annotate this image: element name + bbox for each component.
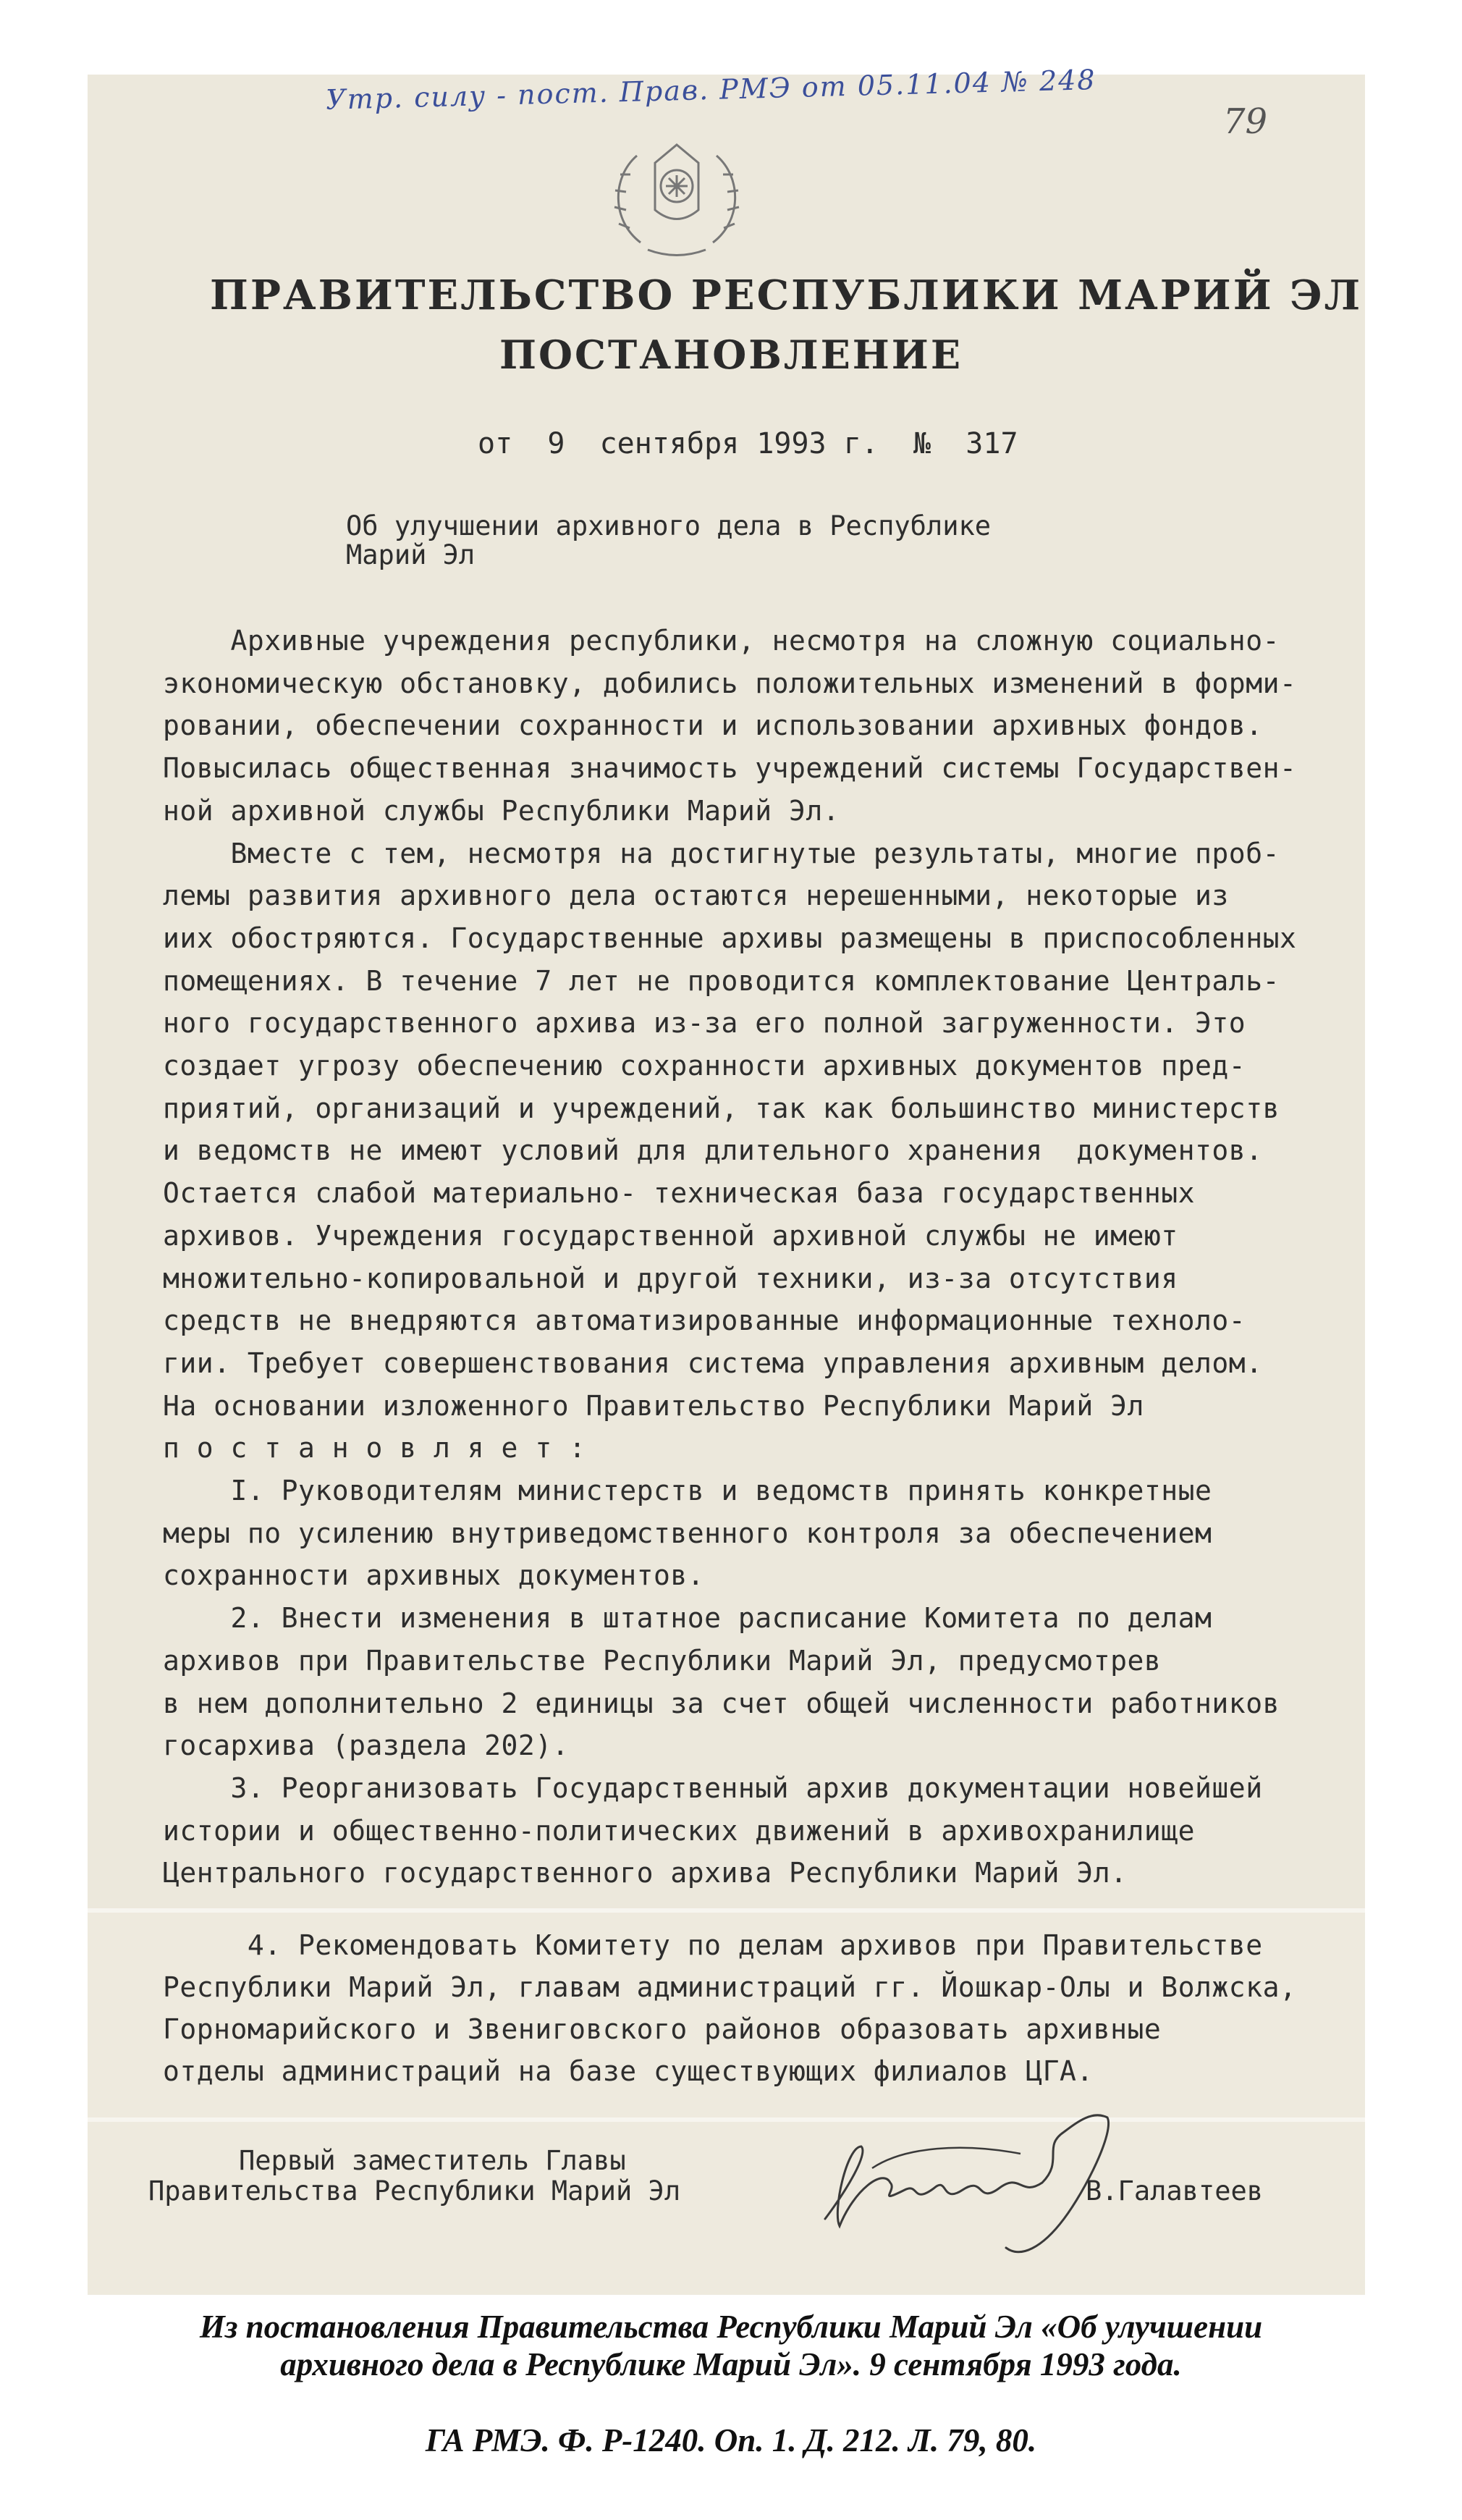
text-line: истории и общественно-политических движений в архивохранилище: [163, 1814, 1196, 1847]
text-line: в нем дополнительно 2 единицы за счет общей численности работников: [163, 1687, 1280, 1719]
document-page-continuation: [88, 1908, 1365, 2295]
text-line: гии. Требует совершенствования система управления архивным делом.: [163, 1347, 1263, 1379]
text-line: п о с т а н о в л я е т :: [163, 1432, 586, 1465]
signatory-name: В.Галавтеев: [1086, 2175, 1264, 2207]
text-line: экономическую обстановку, добились положительных изменений в форми-: [163, 667, 1297, 699]
caption-line: Из постановления Правительства Республики Марий Эл «Об улучшении: [199, 2309, 1263, 2345]
subject-line: Об улучшении архивного дела в Республике: [346, 510, 992, 541]
text-line: Горномарийского и Звениговского районов образовать архивные: [163, 2013, 1162, 2045]
text-line: 4. Рекомендовать Комитету по делам архивов при Правительстве: [163, 1929, 1263, 1961]
document-type: ПОСТАНОВЛЕНИЕ: [499, 332, 963, 378]
text-line: архивов при Правительстве Республики Марий Эл, предусмотрев: [163, 1644, 1162, 1677]
page-seam: [88, 1908, 1365, 1913]
page-number: 79: [1223, 101, 1268, 142]
text-line: Республики Марий Эл, главам администраций гг. Йошкар-Олы и Волжска,: [163, 1971, 1297, 2003]
text-line: ного государственного архива из-за его полной загруженности. Это: [163, 1007, 1246, 1040]
text-line: создает угрозу обеспечению сохранности архивных документов пред-: [163, 1050, 1246, 1082]
text-line: меры по усилению внутриведомственного контроля за обеспечением: [163, 1517, 1212, 1549]
text-line: множительно-копировальной и другой техники, из-за отсутствия: [163, 1262, 1178, 1294]
text-line: средств не внедряются автоматизированные информационные техноло-: [163, 1305, 1246, 1337]
state-emblem-icon: [597, 134, 756, 271]
text-line: Вместе с тем, несмотря на достигнутые результаты, многие проб-: [163, 837, 1280, 869]
text-line: Архивные учреждения республики, несмотря на сложную социально-: [163, 625, 1280, 657]
signatory-title: Первый заместитель Главы: [239, 2145, 626, 2176]
text-line: архивов. Учреждения государственной архивной службы не имеют: [163, 1219, 1178, 1252]
text-line: Остается слабой материально- техническая база государственных: [163, 1177, 1196, 1210]
text-line: 2. Внести изменения в штатное расписание Комитета по делам: [163, 1602, 1212, 1635]
text-line: помещениях. В течение 7 лет не проводится комплектование Централь-: [163, 964, 1280, 997]
caption-line: архивного дела в Республике Марий Эл». 9 сентября 1993 года.: [280, 2346, 1182, 2382]
archive-reference: ГА РМЭ. Ф. Р-1240. Оп. 1. Д. 212. Л. 79, 80.: [425, 2422, 1037, 2458]
text-line: приятий, организаций и учреждений, так как большинство министерств: [163, 1092, 1280, 1124]
text-line: и ведомств не имеют условий для длительного хранения документов.: [163, 1134, 1263, 1167]
text-line: ной архивной службы Республики Марий Эл.: [163, 794, 840, 827]
text-line: ровании, обеспечении сохранности и использовании архивных фондов.: [163, 709, 1263, 742]
page-seam: [88, 2117, 1365, 2122]
text-line: I. Руководителям министерств и ведомств принять конкретные: [163, 1475, 1212, 1506]
text-line: На основании изложенного Правительство Республики Марий Эл: [163, 1389, 1144, 1422]
handwritten-note: Утр. силу - пост. Прав. РМЭ от 05.11.04 № 248: [325, 64, 1097, 116]
text-line: иих обостряются. Государственные архивы размещены в приспособленных: [163, 922, 1297, 954]
text-line: сохранности архивных документов.: [163, 1559, 705, 1592]
signatory-title: Правительства Республики Марий Эл: [148, 2175, 681, 2207]
text-line: Повысилась общественная значимость учреждений системы Государствен-: [163, 752, 1297, 785]
subject-line: Марий Эл: [346, 539, 476, 570]
text-line: отделы администраций на базе существующих филиалов ЦГА.: [163, 2055, 1094, 2087]
text-line: 3. Реорганизовать Государственный архив документации новейшей: [163, 1771, 1263, 1804]
text-line: госархива (раздела 202).: [163, 1729, 570, 1762]
text-line: Центрального государственного архива Республики Марий Эл.: [163, 1857, 1128, 1889]
government-heading: ПРАВИТЕЛЬСТВО РЕСПУБЛИКИ МАРИЙ ЭЛ: [210, 271, 1363, 319]
text-line: лемы развития архивного дела остаются нерешенными, некоторые из: [163, 880, 1229, 912]
date-and-number: от 9 сентября 1993 г. № 317: [478, 427, 1018, 460]
